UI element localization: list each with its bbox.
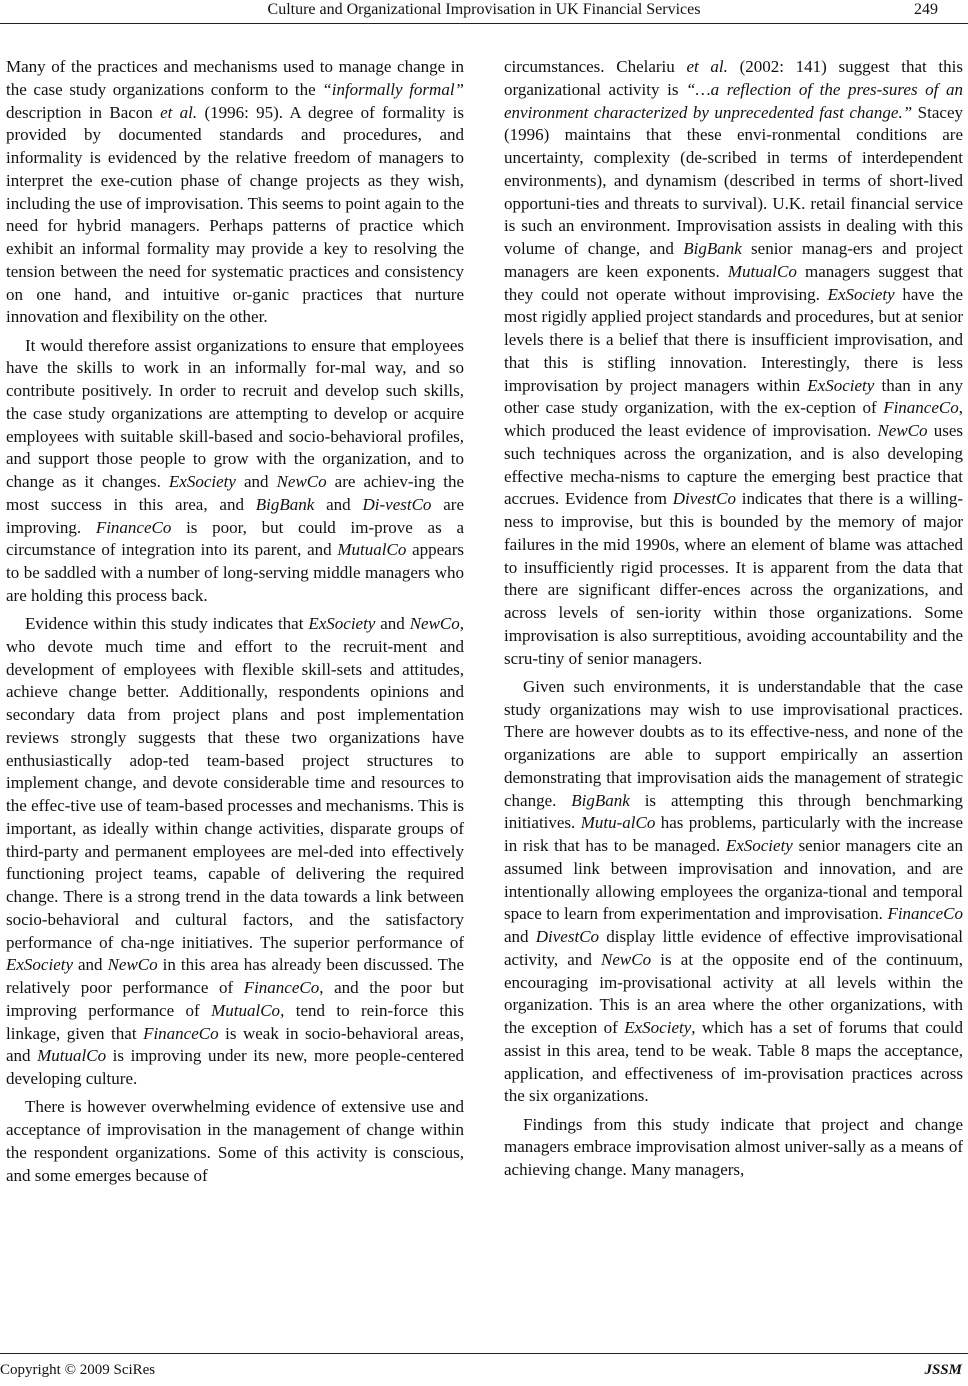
text-run: , who devote much time and effort to the recruit-ment and development of employees with flexible skill-sets and attitudes, achieve change better. Additionally, respondents opinions and secondary data from project plans and post implementation reviews strongly suggests that these two organizations have enthusiastically adop-ted team-based project structures to implement change, and devote considerable time and resources to the effec-tive use of team-based processes and mechanisms. This is important, as ideally within change activities, disparate groups of third-party and permanent employees are mel-ded into effectively functioning project teams, capable of delivering the required change. There is a strong trend in the data towards a link between socio-behavioral and cultural factors, and the satisfactory performance of cha-nge initiatives. The superior performance of (6, 614, 464, 952)
footer-rule (0, 1353, 968, 1354)
italic-text: BigBank (571, 790, 630, 810)
italic-text: FinanceCo (883, 398, 959, 418)
italic-text: MutualCo (37, 1046, 107, 1066)
italic-text: FinanceCo (95, 517, 172, 537)
italic-text: ExSociety (6, 955, 74, 975)
italic-text: Mutu-alCo (580, 813, 656, 833)
italic-text: ExSociety (308, 614, 376, 633)
italic-text: NewCo (107, 955, 158, 975)
text-run: Evidence within this study indicates that (25, 614, 309, 633)
header-rule (0, 23, 968, 24)
text-run: is poor, but could im-prove as a circumstance of integration into its parent, and (6, 517, 464, 560)
right-column (504, 56, 963, 1187)
copyright-notice: Copyright © 2009 SciRes (0, 1362, 156, 1378)
italic-text: et al. (686, 57, 728, 76)
text-run: senior managers cite an assumed link between improvisation and innovation, and are intentionally allowing employees the organiza-tional and temporal space to learn from experimentation and improvisation. (504, 836, 963, 924)
text-run: and (375, 614, 410, 633)
text-run: There is however overwhelming evidence of extensive use and acceptance of improvisation in the management of change within the respondent organizations. Some of this activity is conscious, and some emerges because of (6, 1097, 464, 1185)
text-run: are achiev-ing the most success in this area, and (6, 472, 465, 514)
italic-text: FinanceCo (143, 1023, 219, 1043)
page-header (0, 0, 968, 26)
text-run: senior manag-ers and project managers are keen exponents. (504, 239, 963, 281)
italic-text: MutualCo (727, 261, 797, 281)
italic-text: “informally formal” (322, 79, 464, 99)
text-run: is at the opposite end of the continuum, encouraging im-provisational activity at all levels within the organization. This is an area where the other organizations, with the exception of (504, 949, 963, 1037)
text-run: , and the poor but improving performance of (6, 978, 464, 1020)
text-run: uses such techniques across the organization, and is also developing effective mecha-nisms to capture the emerging best practice that accrues. Evidence from (504, 421, 963, 509)
text-run: Given such environments, it is understandable that the case study organizations may wish to use improvisational practices. There are however doubts as to its effective-ness, and none of the organizations are able to support empirically an assertion demonstrating that improvisation aids the management of strategic change. (504, 676, 963, 810)
text-run: is improving under its new, more people-centered developing culture. (6, 1046, 464, 1088)
italic-text: ExSociety (168, 472, 236, 491)
text-run: , tend to rein-force this linkage, given that (6, 1000, 464, 1043)
italic-text: MutualCo (337, 540, 407, 560)
italic-text: ExSociety (827, 284, 895, 304)
page-number: 249 (914, 1, 938, 18)
text-run: are improving. (6, 494, 464, 537)
italic-text: NewCo (877, 421, 928, 440)
text-run: and (504, 927, 536, 946)
text-run: is attempting this through benchmarking initiatives. (504, 790, 963, 833)
left-column (6, 56, 464, 1193)
text-run: than in any other case study organization, with the ex-ception of (504, 375, 963, 418)
text-run: managers suggest that they could not operate without improvising. (504, 261, 963, 304)
text-run: Stacey (1996) maintains that these envi-ronmental conditions are uncertainty, complexity (de-scribed in terms of interdependent environments), and dynamism (described in terms of short-lived opportuni-ties and threats to survival). U.K. retail financial service is such an environment. Improvisation assists in dealing with this volume of change, and (504, 102, 963, 258)
body-paragraph (6, 1096, 464, 1187)
italic-text: ExSociety (725, 836, 793, 855)
italic-text: DivestCo (672, 489, 736, 509)
body-paragraph (504, 56, 963, 670)
body-paragraph (6, 613, 464, 1091)
text-run: appears to be saddled with a number of long-serving middle managers who are holding this process back. (6, 540, 464, 605)
text-run: has problems, particularly with the increase in risk that has to be managed. (504, 813, 963, 855)
italic-text: ExSociety (624, 1018, 692, 1037)
italic-text: DivestCo (535, 927, 600, 946)
journal-name: JSSM (924, 1362, 962, 1378)
text-run: indicates that there is a willing-ness to improvise, but this is bounded by the memory of major failures in the mid 1990s, where an element of blame was attached to insufficiently rigid processes. It is apparent from the data that there are significant differ-ences across the organizations, and across levels of sen-iority within those organizations. Some improvisation is also surreptitious, avoiding accountability and the scru-tiny of senior managers. (504, 489, 963, 668)
italic-text: FinanceCo (243, 978, 320, 997)
text-run: and (235, 472, 277, 491)
text-run: It would therefore assist organizations to ensure that employees have the skills to work in an informally for-mal way, and so contribute positively. In order to recruit and develop such skills, the case study organizations are attempting to develop or acquire employees with suitable skill-based and socio-behavioral profiles, and support those people to grow with the organization, and to change as it changes. (6, 335, 464, 491)
text-run: , which produced the least evidence of improvisation. (504, 398, 963, 440)
body-paragraph (6, 335, 464, 608)
text-run: Many of the practices and mechanisms used to manage change in the case study organizations conform to the (6, 57, 464, 99)
text-run: have the most rigidly applied project standards and procedures, but at senior levels there is a belief that there is insufficient improvisation, and that this is stifling innovation. Interestingly, there is less improvisation by project managers within (504, 284, 963, 395)
text-run: and (314, 494, 363, 514)
italic-text: BigBank (255, 494, 315, 514)
italic-text: ExSociety (807, 375, 875, 395)
italic-text: et al. (160, 102, 198, 122)
text-run: (2002: 141) suggest that this organizational activity is (504, 57, 963, 99)
italic-text: FinanceCo (887, 904, 963, 924)
body-paragraph (504, 676, 963, 1108)
italic-text: NewCo (276, 472, 327, 491)
italic-text: MutualCo (211, 1000, 281, 1020)
text-run: Findings from this study indicate that project and change managers embrace improvisation almost univer-sally as a means of achieving change. Many managers, (504, 1114, 963, 1179)
italic-text: “…a reflection of the pres-sures of an environment characterized by unprecedented fast change.” (504, 79, 963, 122)
italic-text: NewCo (409, 614, 460, 633)
page-footer (0, 1362, 968, 1384)
text-run: circumstances. Chelariu (504, 57, 687, 76)
text-run: description in Bacon (6, 102, 161, 122)
text-run: display little evidence of effective improvisational activity, and (504, 927, 964, 969)
text-run: and (73, 955, 108, 975)
text-run: in this area has already been discussed. The relatively poor performance of (6, 955, 465, 997)
text-run: , which has a set of forums that could assist in this area, tend to be weak. Table 8 maps the acceptance, application, and effectiveness of im-provisation practices across the six organizations. (504, 1018, 964, 1106)
body-paragraph (504, 1114, 963, 1182)
running-title: Culture and Organizational Improvisation in UK Financial Services (267, 1, 701, 18)
italic-text: Di-vestCo (362, 494, 432, 514)
italic-text: BigBank (683, 239, 742, 258)
body-paragraph (6, 56, 464, 329)
text-run: is weak in socio-behavioral areas, and (6, 1023, 464, 1066)
italic-text: NewCo (601, 949, 652, 969)
text-run: (1996: 95). A degree of formality is provided by documented standards and procedures, and informality is evidenced by the relative freedom of managers to interpret the exe-cution phase of change projects as they wish, including the use of improvisation. This seems to point again to the need for hybrid managers. Perhaps patterns of practice which exhibit an informal formality may provide a key to resolving the tension between the need for systematic practices and consistency on one hand, and intuitive or-ganic practices that nurture innovation and flexibility on the other. (6, 102, 464, 327)
